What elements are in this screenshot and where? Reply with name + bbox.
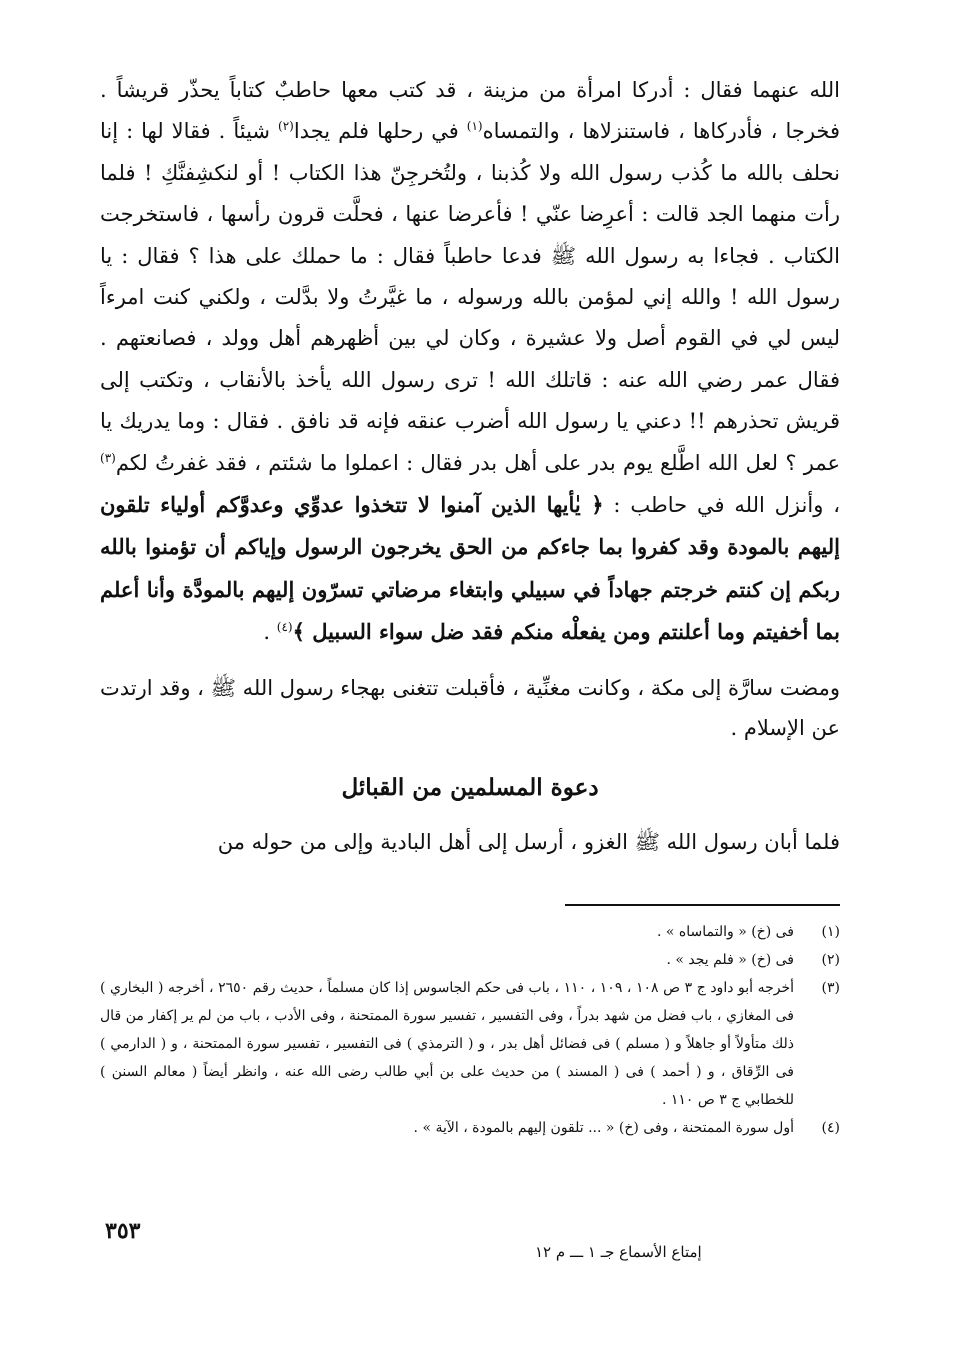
footnote-ref-1: (١) — [466, 119, 483, 134]
section-heading: دعوة المسلمين من القبائل — [341, 773, 599, 801]
footnote-text: أول سورة الممتحنة ، وفى (خ) « ... تلقون إليهم بالمودة ، الآية » . — [413, 1120, 794, 1136]
footnotes — [100, 918, 840, 1142]
footnote-number: (٢) — [821, 952, 840, 968]
footnote — [100, 974, 840, 1114]
footnote — [100, 918, 840, 946]
footnote-number: (١) — [821, 924, 840, 940]
footnote-ref-2: (٢) — [278, 119, 294, 134]
paragraph-text: في رحلها فلم يجدا — [293, 119, 467, 144]
main-paragraph — [100, 70, 840, 654]
third-paragraph: فلما أبان رسول الله ﷺ الغزو ، أرسل إلى أهل البادية وإلى من حوله من — [217, 829, 840, 854]
footnote — [100, 946, 840, 974]
footnote-separator — [565, 904, 840, 906]
running-footer: إمتاع الأسماع جـ ١ ـــ م ١٢ — [535, 1243, 702, 1261]
footnote-number: (٤) — [821, 1120, 840, 1136]
paragraph-text: . — [263, 620, 277, 645]
footnote-text: أخرجه أبو داود ج ٣ ص ١٠٨ ، ١٠٩ ، ١١٠ ، باب فى حكم الجاسوس إذا كان مسلماً ، حديث رقم ٢٦٥٠ ، أخرجه ( البخاري ) فى المغازي ، باب فضل من شهد بدراً ، وفى التفسير ، تفسير سورة الممتحنة ، وفى الأدب ، باب من لم ير إكفار من قال ذلك متأولاً أو جاهلاً و ( مسلم ) فى فضائل أهل بدر ، و ( الترمذي ) فى التفسير ، تفسير سورة الممتحنة ، و ( الدارمي ) فى الرِّقاق ، و ( أحمد ) فى ( المسند ) من حديث على بن أبي طالب رضى الله عنه ، وانظر أيضاً ( معالم السنن ) للخطابي ج ٣ ص ١١٠ . — [100, 980, 795, 1108]
footnote-text: فى (خ) « فلم يجد » . — [666, 952, 794, 968]
footnote-ref-3: (٣) — [100, 450, 116, 465]
paragraph-text: الله عنهما فقال : أدركا امرأة من مزينة ، قد كتب معها حاطبٌ كتاباً يحذّر قريشاً . فخرجا ، فأدركاها ، فاستنزلاها ، والتمساه — [100, 78, 841, 144]
second-paragraph: ومضت سارَّة إلى مكة ، وكانت مغنِّية ، فأقبلت تتغنى بهجاء رسول الله ﷺ ، وقد ارتدت عن الإسلام . — [99, 675, 840, 740]
footnote-text: فى (خ) « والتماساه » . — [657, 924, 794, 940]
page-number: ٣٥٣ — [105, 1218, 141, 1244]
quran-verse: ﴿ يٰأيها الذين آمنوا لا تتخذوا عدوِّي وعدوَّكم أولياء تلقون إليهم بالمودة وقد كفروا بما جاءكم من الحق يخرجون الرسول وإياكم أن تؤمنوا بالله ربكم إن كنتم خرجتم جهاداً في سبيلي وابتغاء مرضاتي تسرّون إليهم بالمودَّة وأنا أعلم بما أخفيتم وما أعلنتم ومن يفعلْه منكم فقد ضل سواء السبيل ﴾ — [100, 492, 840, 645]
footnote — [100, 1114, 840, 1142]
footnote-number: (٣) — [821, 980, 840, 996]
paragraph-text: شيئاً . فقالا لها : إنا نحلف بالله ما كُذب رسول الله ولا كُذبنا ، ولتُخرجِنّ هذا الكتاب ! أو لنكشِفنَّكِ ! فلما رأت منهما الجد قالت : أعرِضا عنّي ! فأعرضا عنها ، فحلَّت قرون رأسها ، فاستخرجت الكتاب . فجاءا به رسول الله ﷺ فدعا حاطباً فقال : ما حملك على هذا ؟ فقال : يا رسول الله ! والله إني لمؤمن بالله ورسوله ، ما غيَّرتُ ولا بدَّلت ، ولكني كنت امرءاً ليس لي في القوم أصل ولا عشيرة ، وكان لي بين أظهرهم أهل وولد ، فصانعتهم . فقال عمر رضي الله عنه : قاتلك الله ! ترى رسول الله يأخذ بالأنقاب ، وتكتب إلى قريش تحذرهم !! دعني يا رسول الله أضرب عنقه فإنه قد نافق . فقال : وما يدريك يا عمر ؟ لعل الله اطَّلع يوم بدر على أهل بدر فقال : اعملوا ما شئتم ، فقد غفرتُ لكم — [100, 119, 840, 475]
footnote-ref-4: (٤) — [276, 620, 293, 635]
page-body — [99, 70, 841, 1136]
paragraph-text: ، وأنزل الله في حاطب : — [603, 493, 840, 518]
